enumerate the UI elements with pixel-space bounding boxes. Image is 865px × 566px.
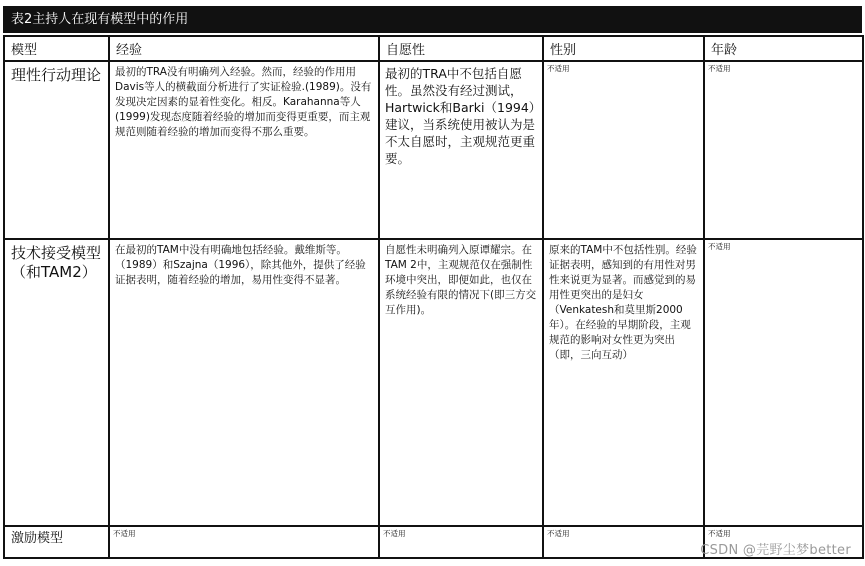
header-voluntariness: 自愿性 [379,36,543,61]
header-age: 年龄 [704,36,863,61]
voluntariness-cell: 最初的TRA中不包括自愿性。虽然没有经过测试，Hartwick和Barki（1994）建议，当系统使用被认为是不太自愿时，主观规范更重要。 [379,61,543,239]
table-title: 表2主持人在现有模型中的作用 [3,6,862,33]
age-cell: 不适用 [704,526,863,558]
row-model-name: 激励模型 [4,526,109,558]
age-cell: 不适用 [704,239,863,526]
table-row [4,239,863,526]
experience-cell: 不适用 [109,526,379,558]
watermark: CSDN @芫野尘梦better [700,543,851,558]
voluntariness-cell: 自愿性未明确列入原谭耀宗。在TAM 2中，主观规范仅在强制性环境中突出，即便如此，也仅在系统经验有限的情况下(即三方交互作用)。 [379,239,543,526]
header-gender: 性别 [543,36,704,61]
gender-cell: 原来的TAM中不包括性别。经验证据表明，感知到的有用性对男性来说更为显著。而感觉到的易用性更突出的是妇女（Venkatesh和莫里斯2000年）。在经验的早期阶段，主观规范的影响对女性更为突出（即，三向互动） [543,239,704,526]
table-row [4,61,863,239]
header-experience: 经验 [109,36,379,61]
header-row [4,36,863,61]
age-cell: 不适用 [704,61,863,239]
experience-cell: 最初的TRA没有明确列入经验。然而，经验的作用用Davis等人的横截面分析进行了实证检验.(1989)。没有发现决定因素的显着性变化。相反。Karahanna等人(1999)发现态度随着经验的增加而变得更重要，而主观规范则随着经验的增加而变得不那么重要。 [109,61,379,239]
row-model-name: 理性行动理论 [4,61,109,239]
experience-cell: 在最初的TAM中没有明确地包括经验。戴维斯等。（1989）和Szajna（1996），除其他外，提供了经验证据表明，随着经验的增加，易用性变得不显著。 [109,239,379,526]
row-model-name: 技术接受模型（和TAM2） [4,239,109,526]
header-model: 模型 [4,36,109,61]
gender-cell: 不适用 [543,61,704,239]
voluntariness-cell: 不适用 [379,526,543,558]
moderators-table [3,35,864,559]
gender-cell: 不适用 [543,526,704,558]
